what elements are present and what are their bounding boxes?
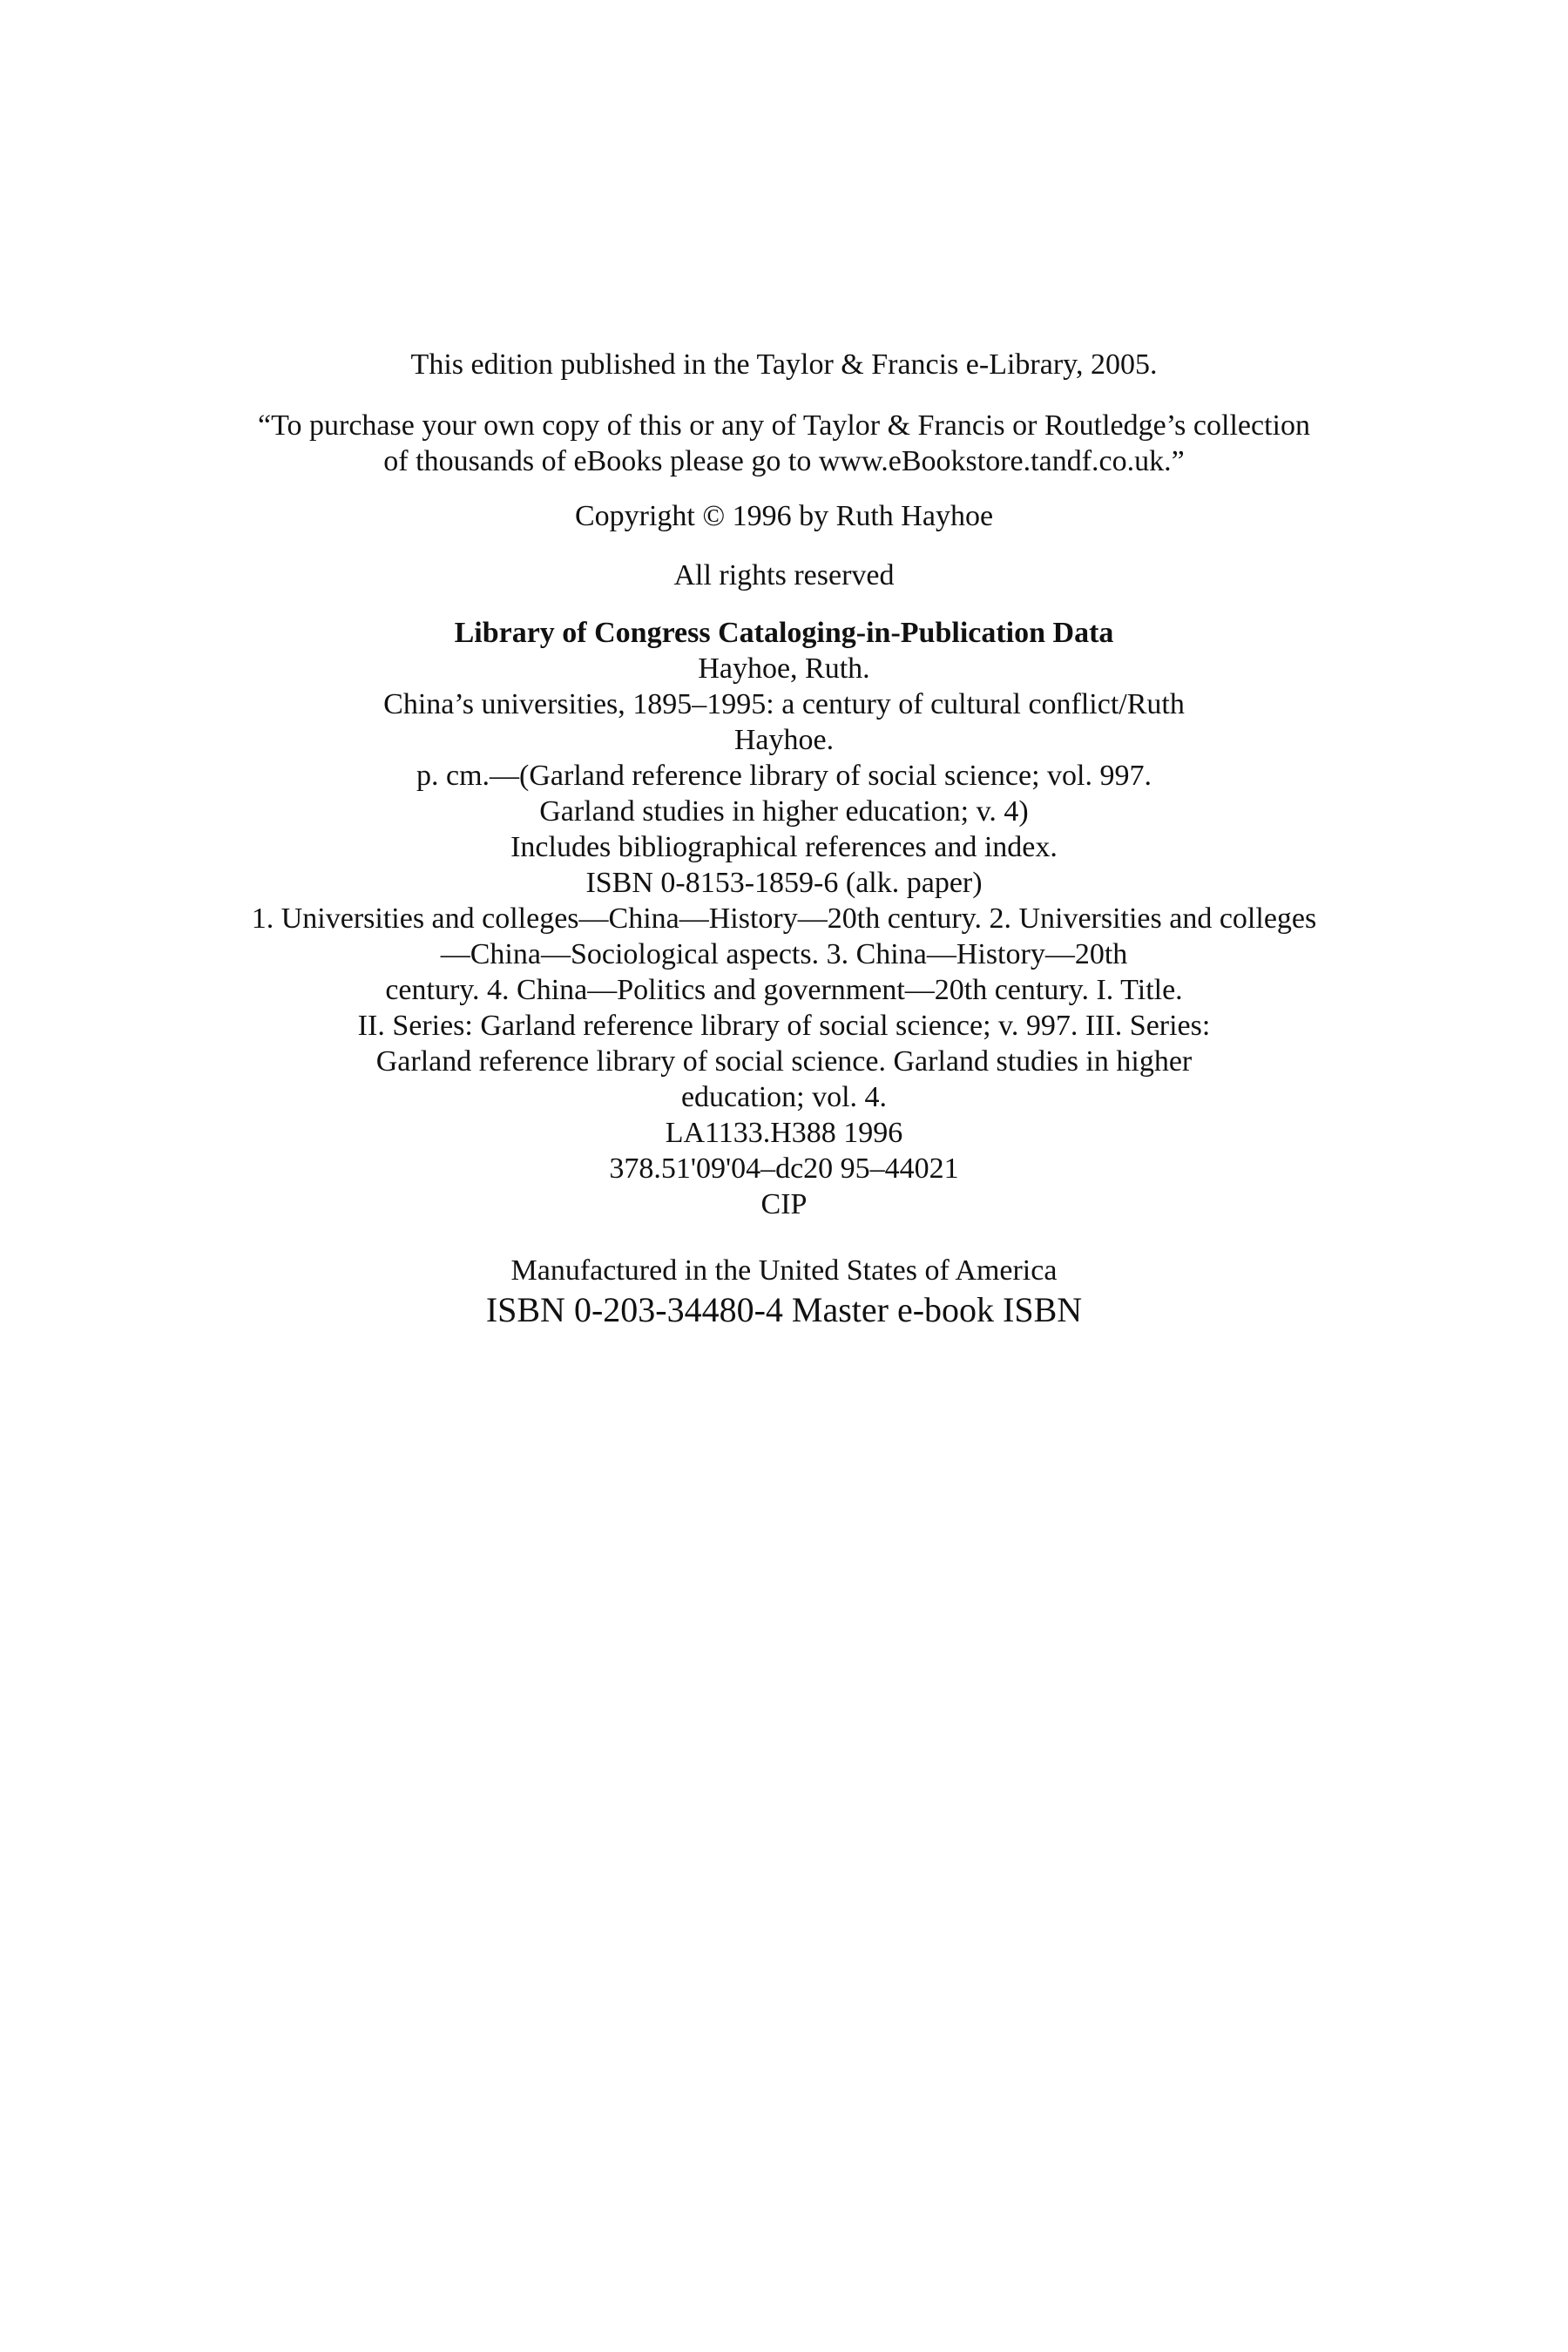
cip-line: Includes bibliographical references and index. [510,831,1058,863]
cip-line: p. cm.—(Garland reference library of social science; vol. 997. [416,760,1152,792]
cip-line: China’s universities, 1895–1995: a century of cultural conflict/Ruth [383,688,1185,720]
cip-heading: Library of Congress Cataloging-in-Publication Data [454,617,1114,649]
edition-notice [131,347,1437,382]
copyright-line: Copyright © 1996 by Ruth Hayhoe [574,500,994,532]
cip-line: ISBN 0-8153-1859-6 (alk. paper) [585,867,983,899]
cip-line: century. 4. China—Politics and government—20th century. I. Title. [385,974,1183,1006]
cip-line: —China—Sociological aspects. 3. China—History—20th [440,938,1128,970]
rights-line: All rights reserved [673,559,895,591]
cip-line: Hayhoe. [733,724,835,756]
cip-line: LA1133.H388 1996 [665,1117,903,1149]
manufactured-line: Manufactured in the United States of America [510,1254,1058,1287]
cip-line: 378.51'09'04–dc20 95–44021 [609,1152,959,1185]
manufacturing-notice [131,1253,1437,1332]
cip-line: CIP [760,1188,808,1220]
edition-line: This edition published in the Taylor & Francis e-Library, 2005. [410,348,1158,381]
cip-data-block [131,615,1437,1222]
rights-notice [131,558,1437,593]
purchase-note-line-2: of thousands of eBooks please go to www.eBookstore.tandf.co.uk.” [383,445,1185,477]
cip-line: II. Series: Garland reference library of social science; v. 997. III. Series: [357,1010,1211,1042]
purchase-note-line-1: “To purchase your own copy of this or any of Taylor & Francis or Routledge’s collection [258,409,1310,442]
cip-line: 1. Universities and colleges—China—History—20th century. 2. Universities and colleges [251,902,1317,935]
master-isbn-line: ISBN 0-203-34480-4 Master e-book ISBN [485,1290,1083,1329]
cip-line: Garland reference library of social science. Garland studies in higher [375,1045,1193,1078]
copyright-notice [131,498,1437,534]
purchase-note [131,408,1437,479]
cip-line: Hayhoe, Ruth. [698,652,870,685]
cip-line: education; vol. 4. [680,1081,888,1113]
cip-line: Garland studies in higher education; v. 4) [539,795,1029,828]
